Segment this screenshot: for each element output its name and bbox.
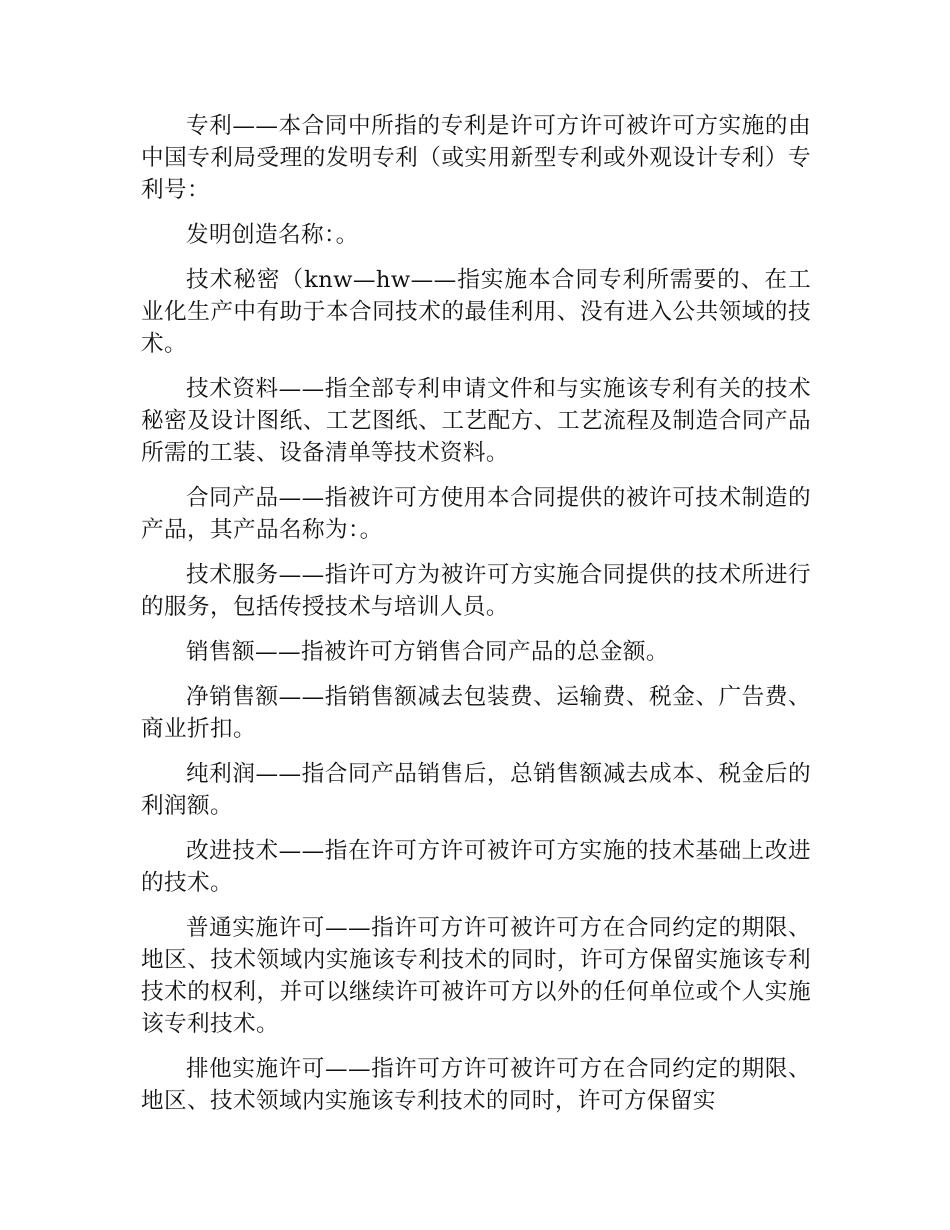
paragraph-sales-amount: 销售额——指被许可方销售合同产品的总金额。 xyxy=(186,639,669,665)
document-body xyxy=(141,110,811,1130)
paragraph-ordinary-license: 普通实施许可——指许可方许可被许可方在合同约定的期限、地区、技术领域内实施该专利技术的同时，许可方保留实施该专利技术的权利，并可以继续许可被许可方以外的任何单位或个人实施该专利技术。 xyxy=(141,915,811,1037)
paragraph-contract-product: 合同产品——指被许可方使用本合同提供的被许可技术制造的产品，其产品名称为：。 xyxy=(141,485,811,543)
paragraph-net-profit: 纯利润——指合同产品销售后，总销售额减去成本、税金后的利润额。 xyxy=(141,761,811,819)
paragraph-technical-data: 技术资料——指全部专利申请文件和与实施该专利有关的技术秘密及设计图纸、工艺图纸、工艺配方、工艺流程及制造合同产品所需的工装、设备清单等技术资料。 xyxy=(141,376,811,466)
paragraph-invention-name: 发明创造名称：。 xyxy=(186,222,359,248)
paragraph-improved-technology: 改进技术——指在许可方许可被许可方实施的技术基础上改进的技术。 xyxy=(141,838,811,896)
paragraph-patent-definition: 专利——本合同中所指的专利是许可方许可被许可方实施的由中国专利局受理的发明专利（或实用新型专利或外观设计专利）专利号： xyxy=(141,113,811,203)
paragraph-net-sales: 净销售额——指销售额减去包装费、运输费、税金、广告费、商业折扣。 xyxy=(141,684,811,742)
paragraph-technical-service: 技术服务——指许可方为被许可方实施合同提供的技术所进行的服务，包括传授技术与培训人员。 xyxy=(141,562,811,620)
paragraph-know-how: 技术秘密（knw—hw——指实施本合同专利所需要的、在工业化生产中有助于本合同技术的最佳利用、没有进入公共领域的技术。 xyxy=(141,267,811,357)
paragraph-exclusive-license: 排他实施许可——指许可方许可被许可方在合同约定的期限、地区、技术领域内实施该专利技术的同时，许可方保留实 xyxy=(141,1056,811,1114)
